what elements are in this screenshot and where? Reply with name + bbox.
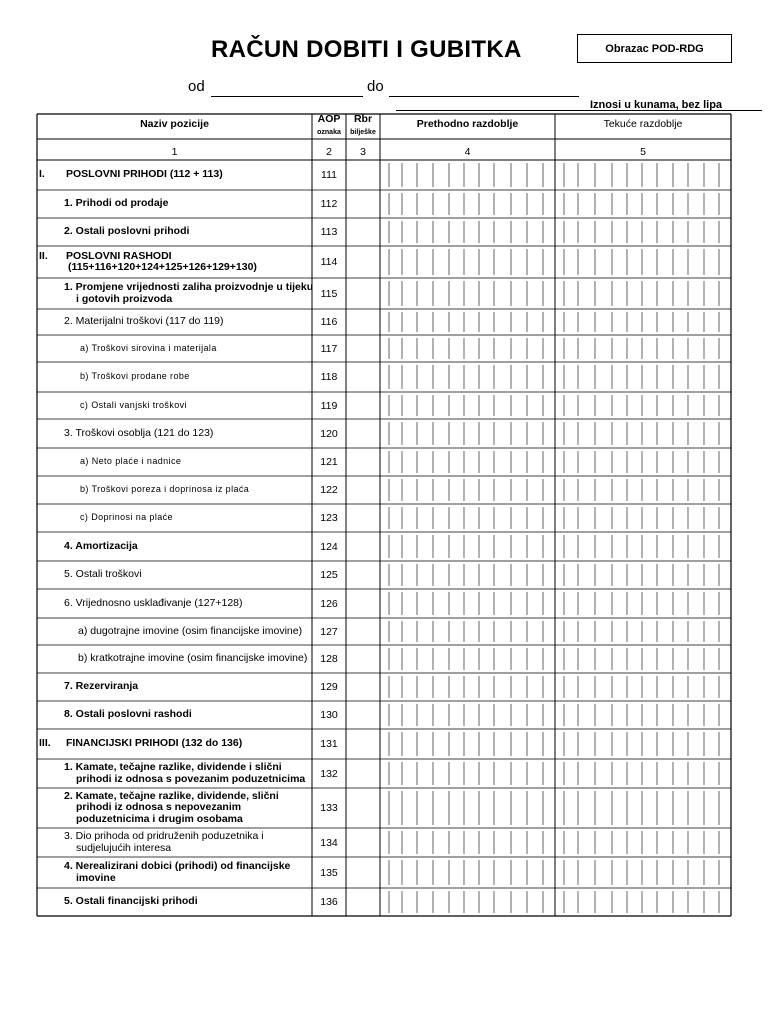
row-aop-code: 122: [320, 484, 338, 496]
row-roman-numeral: I.: [39, 168, 45, 181]
row-label: 3. Dio prihoda od pridruženih poduzetnika i: [64, 830, 264, 842]
row-label: 3. Troškovi osoblja (121 do 123): [64, 426, 214, 439]
row-aop-code: 117: [320, 342, 338, 355]
row-label: 4. Amortizacija: [64, 539, 138, 552]
row-label: POSLOVNI RASHODI: [66, 249, 172, 262]
col-number-4: 4: [464, 146, 471, 158]
row-label: 2. Kamate, tečajne razlike, dividende, slični: [64, 789, 279, 802]
row-label: FINANCIJSKI PRIHODI (132 do 136): [66, 737, 243, 750]
row-label: a) Troškovi sirovina i materijala: [80, 342, 217, 353]
row-label: sudjelujućih interesa: [76, 841, 172, 854]
row-label: c) Doprinosi na plaće: [80, 512, 173, 523]
row-aop-code: 115: [320, 287, 338, 300]
row-label: imovine: [76, 871, 116, 884]
col-number-1: 1: [171, 146, 178, 158]
row-aop-code: 130: [320, 709, 338, 721]
row-aop-code: 132: [320, 767, 338, 780]
row-aop-code: 111: [321, 169, 337, 181]
row-aop-code: 127: [320, 625, 338, 638]
col-number-3: 3: [360, 146, 366, 158]
row-aop-code: 118: [320, 371, 338, 383]
row-aop-code: 114: [320, 256, 338, 268]
header-aop-sub: oznaka: [317, 129, 341, 136]
row-label: b) Troškovi poreza i doprinosa iz plaća: [80, 484, 250, 495]
row-label: a) dugotrajne imovine (osim financijske imovine): [78, 624, 303, 637]
row-aop-code: 116: [320, 316, 338, 328]
row-label: 2. Ostali poslovni prihodi: [64, 225, 190, 238]
header-aop: AOP: [317, 113, 341, 125]
row-label: b) kratkotrajne imovine (osim financijske imovine): [78, 652, 308, 665]
row-aop-code: 119: [320, 399, 338, 412]
row-aop-code: 136: [320, 896, 338, 908]
row-label: a) Neto plaće i nadnice: [80, 456, 182, 467]
form-title: RAČUN DOBITI I GUBITKA: [211, 36, 522, 63]
row-label: c) Ostali vanjski troškovi: [80, 399, 187, 410]
row-label: (115+116+120+124+125+126+129+130): [68, 261, 257, 273]
row-label: 1. Kamate, tečajne razlike, dividende i slični: [64, 761, 282, 773]
col-number-5: 5: [640, 146, 646, 158]
row-aop-code: 126: [320, 597, 338, 610]
form-code-label: Obrazac POD-RDG: [605, 42, 704, 55]
row-aop-code: 133: [320, 802, 338, 814]
header-naziv-pozicije: Naziv pozicije: [140, 118, 209, 130]
row-label: b) Troškovi prodane robe: [80, 371, 190, 382]
row-aop-code: 124: [320, 540, 338, 553]
row-aop-code: 125: [320, 569, 338, 581]
row-label: 7. Rezerviranja: [64, 680, 139, 693]
row-label: 1. Promjene vrijednosti zaliha proizvodnje u tijeku: [64, 281, 314, 293]
row-aop-code: 120: [320, 427, 338, 440]
row-roman-numeral: II.: [39, 249, 48, 262]
row-label: i gotovih proizvoda: [76, 292, 173, 305]
row-label: 4. Nerealizirani dobici (prihodi) od financijske: [64, 860, 291, 872]
row-aop-code: 113: [320, 226, 338, 238]
row-label: 2. Materijalni troškovi (117 do 119): [64, 315, 224, 328]
header-rbr-sub: bilješke: [350, 129, 376, 136]
header-rbr: Rbr: [353, 113, 373, 125]
row-label: prihodi iz odnosa s nepovezanim: [76, 801, 242, 814]
row-aop-code: 129: [320, 681, 338, 693]
row-label: 5. Ostali troškovi: [64, 568, 142, 581]
row-label: 8. Ostali poslovni rashodi: [64, 708, 192, 721]
row-aop-code: 131: [320, 738, 338, 750]
row-label: 6. Vrijednosno usklađivanje (127+128): [64, 596, 243, 609]
row-label: prihodi iz odnosa s povezanim poduzetnicima: [76, 772, 306, 785]
header-prethodno-razdoblje: Prethodno razdoblje: [416, 118, 519, 130]
row-aop-code: 134: [320, 836, 338, 849]
row-label: poduzetnicima i drugim osobama: [76, 812, 243, 825]
row-aop-code: 135: [320, 866, 338, 879]
period-to-label: do: [367, 78, 384, 95]
row-aop-code: 112: [320, 198, 338, 210]
row-aop-code: 123: [320, 512, 338, 524]
col-number-2: 2: [326, 146, 332, 158]
row-label: 5. Ostali financijski prihodi: [64, 895, 198, 908]
row-aop-code: 121: [320, 456, 338, 468]
row-label: 1. Prihodi od prodaje: [64, 197, 169, 210]
row-aop-code: 128: [320, 653, 338, 665]
row-roman-numeral: III.: [39, 737, 51, 750]
header-tekuce-razdoblje: Tekuće razdoblje: [603, 118, 683, 130]
amounts-note: Iznosi u kunama, bez lipa: [590, 99, 723, 111]
row-label: POSLOVNI PRIHODI (112 + 113): [66, 168, 223, 181]
period-from-label: od: [188, 78, 205, 95]
